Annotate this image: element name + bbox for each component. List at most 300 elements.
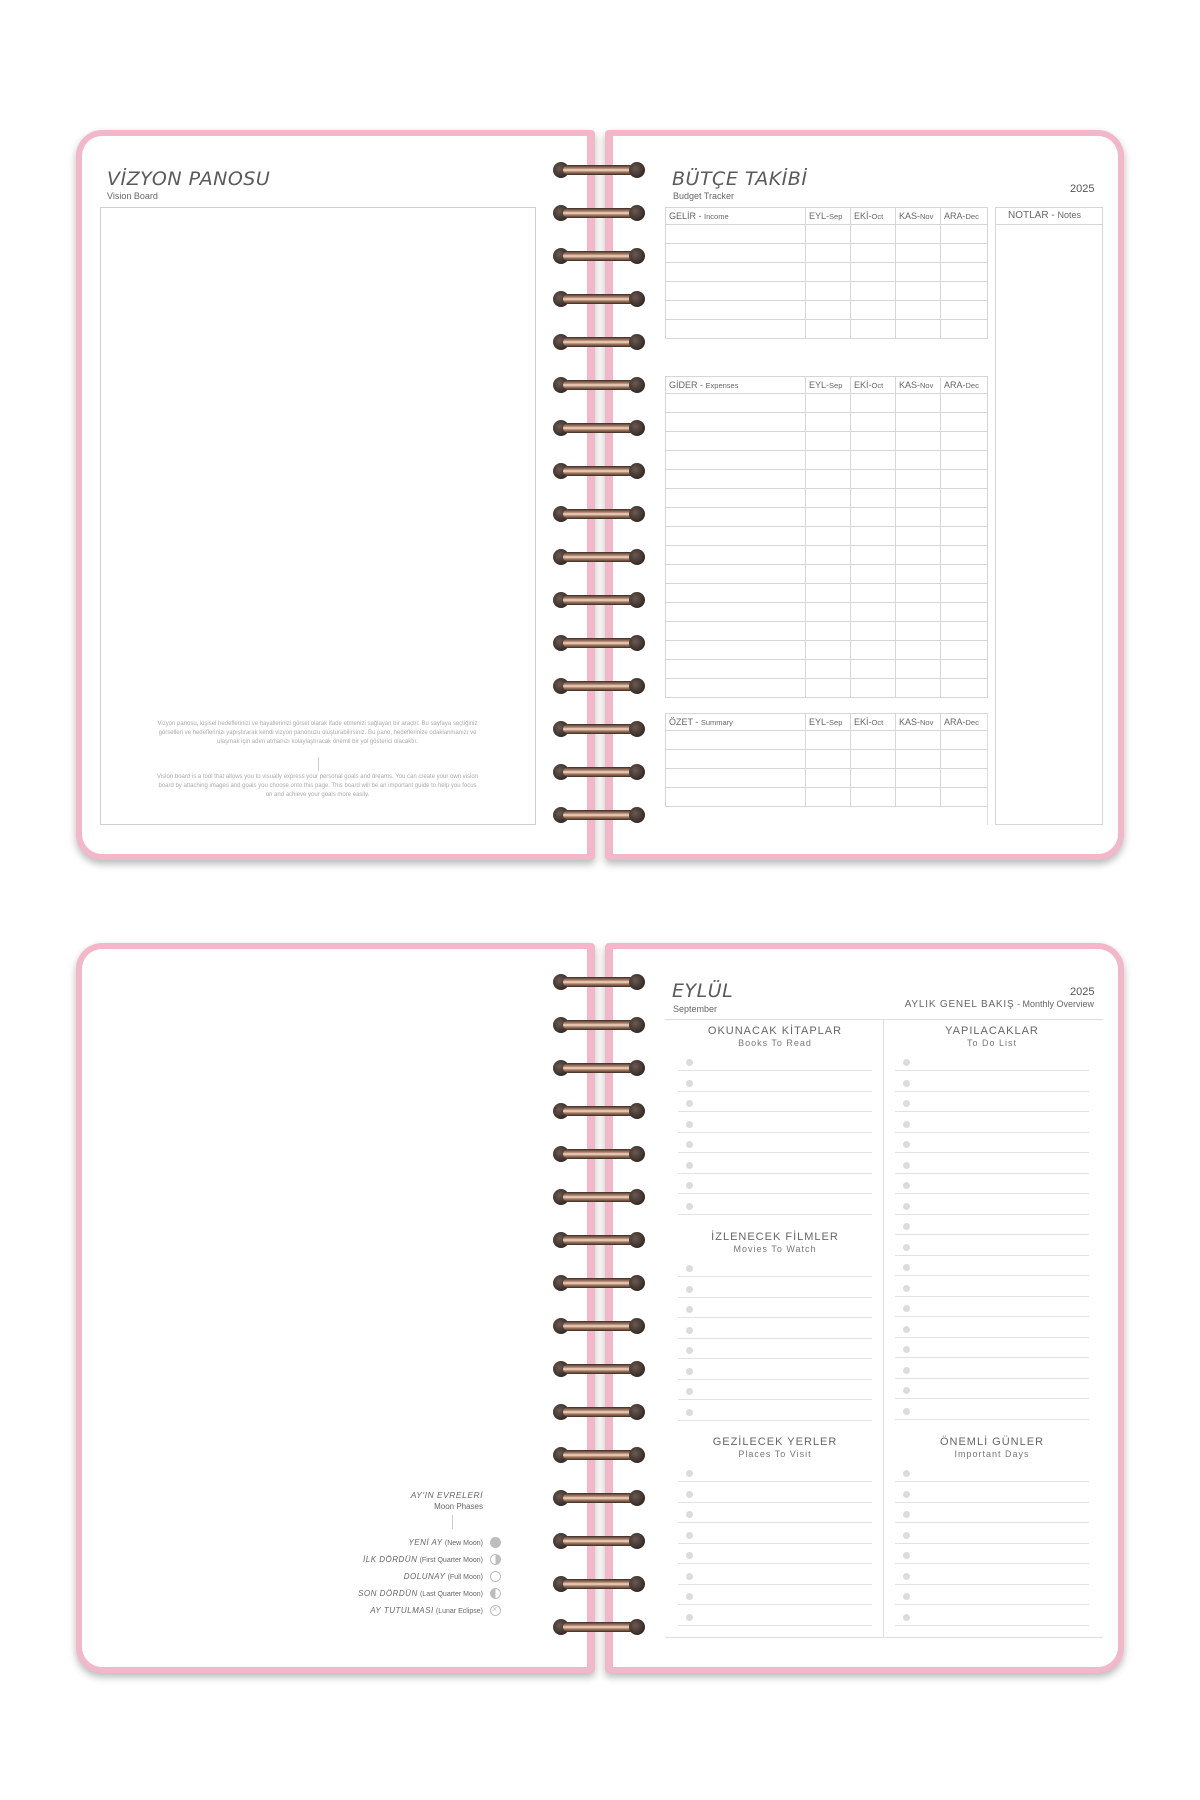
ring-wire — [563, 1020, 635, 1030]
overview-center-rule — [883, 1019, 884, 1637]
ring-hole — [629, 764, 645, 780]
list-item[interactable] — [678, 1483, 872, 1503]
bullet-icon — [686, 1182, 693, 1189]
list-item[interactable] — [678, 1585, 872, 1605]
table-cell[interactable] — [941, 244, 988, 263]
table-cell[interactable] — [941, 660, 988, 679]
overview-top-rule — [665, 1019, 1103, 1020]
table-cell[interactable] — [666, 320, 806, 339]
table-cell[interactable] — [896, 731, 941, 750]
bullet-icon — [903, 1141, 910, 1148]
table-row[interactable] — [666, 660, 988, 679]
ring-wire — [563, 1579, 635, 1589]
table-cell[interactable] — [851, 603, 896, 622]
section-title: YAPILACAKLAR — [945, 1025, 1039, 1037]
month-column-header: EYL-Sep — [806, 377, 851, 394]
table-cell[interactable] — [896, 451, 941, 470]
table-row[interactable] — [666, 584, 988, 603]
overview-label-en: Monthly Overview — [1022, 999, 1094, 1009]
bullet-icon — [686, 1347, 693, 1354]
table-cell[interactable] — [806, 489, 851, 508]
table-cell[interactable] — [941, 584, 988, 603]
list-item[interactable] — [678, 1257, 872, 1277]
month-label-tr: EYL — [809, 717, 827, 727]
spiral-ring — [553, 676, 645, 696]
table-cell[interactable] — [896, 244, 941, 263]
table-cell[interactable] — [941, 301, 988, 320]
table-cell[interactable] — [806, 603, 851, 622]
table-cell[interactable] — [941, 225, 988, 244]
bullet-icon — [686, 1388, 693, 1395]
table-row[interactable] — [666, 451, 988, 470]
table-cell[interactable] — [851, 788, 896, 807]
table-cell[interactable] — [851, 489, 896, 508]
table-cell[interactable] — [666, 622, 806, 641]
table-cell[interactable] — [896, 413, 941, 432]
table-cell[interactable] — [806, 788, 851, 807]
list-item[interactable] — [678, 1195, 872, 1215]
notes-box[interactable] — [995, 207, 1103, 825]
list-item[interactable] — [895, 1503, 1089, 1523]
table-cell[interactable] — [851, 731, 896, 750]
table-cell[interactable] — [666, 394, 806, 413]
table-row[interactable] — [666, 527, 988, 546]
spiral-ring — [553, 418, 645, 438]
table-cell[interactable] — [666, 679, 806, 698]
table-cell[interactable] — [896, 320, 941, 339]
table-cell[interactable] — [941, 546, 988, 565]
table-row[interactable] — [666, 282, 988, 301]
table-row[interactable] — [666, 470, 988, 489]
list-item[interactable] — [895, 1524, 1089, 1544]
list-item[interactable] — [895, 1318, 1089, 1338]
list-item[interactable] — [895, 1215, 1089, 1235]
list-item[interactable] — [895, 1338, 1089, 1358]
table-cell[interactable] — [851, 320, 896, 339]
list-item[interactable] — [678, 1380, 872, 1400]
table-cell[interactable] — [851, 451, 896, 470]
table-cell[interactable] — [896, 603, 941, 622]
list-item[interactable] — [895, 1154, 1089, 1174]
spiral-ring — [553, 1402, 645, 1422]
table-cell[interactable] — [806, 731, 851, 750]
table-cell[interactable] — [896, 432, 941, 451]
table-row[interactable] — [666, 301, 988, 320]
moon-phase-item — [260, 1555, 483, 1564]
table-cell[interactable] — [851, 470, 896, 489]
ring-wire — [563, 595, 635, 605]
bullet-icon — [686, 1265, 693, 1272]
list-item[interactable] — [678, 1319, 872, 1339]
table-cell[interactable] — [941, 565, 988, 584]
spiral-ring — [553, 1488, 645, 1508]
table-cell[interactable] — [851, 584, 896, 603]
ring-wire — [563, 977, 635, 987]
table-cell[interactable] — [896, 301, 941, 320]
section-label-tr: GELİR — [669, 211, 697, 221]
list-item[interactable] — [678, 1174, 872, 1194]
ring-wire — [563, 165, 635, 175]
table-cell[interactable] — [941, 320, 988, 339]
list-item[interactable] — [895, 1133, 1089, 1153]
bullet-icon — [903, 1408, 910, 1415]
table-cell[interactable] — [851, 769, 896, 788]
moon-phase-item — [260, 1538, 483, 1547]
list-item[interactable] — [895, 1051, 1089, 1071]
table-row[interactable] — [666, 489, 988, 508]
month-column-header: KAS-Nov — [896, 377, 941, 394]
list-item[interactable] — [678, 1092, 872, 1112]
section-subtitle: Places To Visit — [738, 1449, 812, 1459]
notes-label-en: Notes — [1057, 210, 1081, 220]
list-item[interactable] — [678, 1113, 872, 1133]
ring-hole — [629, 1490, 645, 1506]
table-cell[interactable] — [806, 320, 851, 339]
ring-hole — [629, 420, 645, 436]
list-item[interactable] — [895, 1072, 1089, 1092]
table-row[interactable] — [666, 788, 988, 807]
table-cell[interactable] — [806, 470, 851, 489]
list-item[interactable] — [895, 1256, 1089, 1276]
table-cell[interactable] — [666, 603, 806, 622]
ring-hole — [629, 377, 645, 393]
table-cell[interactable] — [851, 301, 896, 320]
table-cell[interactable] — [806, 565, 851, 584]
list-item[interactable] — [678, 1072, 872, 1092]
table-cell[interactable] — [941, 263, 988, 282]
month-label-en: Dec — [965, 718, 979, 727]
table-cell[interactable] — [851, 225, 896, 244]
ring-hole — [629, 1404, 645, 1420]
table-cell[interactable] — [806, 282, 851, 301]
ring-hole — [629, 1275, 645, 1291]
list-item[interactable] — [895, 1195, 1089, 1215]
table-cell[interactable] — [806, 584, 851, 603]
bullet-icon — [903, 1532, 910, 1539]
table-row[interactable] — [666, 413, 988, 432]
spiral-ring — [553, 590, 645, 610]
list-item[interactable] — [678, 1401, 872, 1421]
table-row[interactable] — [666, 394, 988, 413]
table-cell[interactable] — [941, 750, 988, 769]
table-cell[interactable] — [806, 244, 851, 263]
table-cell[interactable] — [666, 225, 806, 244]
table-cell[interactable] — [851, 263, 896, 282]
spiral-ring — [553, 1445, 645, 1465]
table-cell[interactable] — [806, 660, 851, 679]
month-label-en: Dec — [965, 212, 979, 221]
table-cell[interactable] — [666, 731, 806, 750]
list-item[interactable] — [895, 1236, 1089, 1256]
table-cell[interactable] — [896, 394, 941, 413]
table-cell[interactable] — [941, 508, 988, 527]
table-header-row — [666, 714, 988, 731]
table-cell[interactable] — [666, 413, 806, 432]
table-cell[interactable] — [806, 413, 851, 432]
table-cell[interactable] — [896, 263, 941, 282]
list-item[interactable] — [678, 1298, 872, 1318]
section-label-en: Expenses — [705, 381, 739, 390]
budget-title: BÜTÇE TAKİBİ — [672, 168, 808, 190]
list-item[interactable] — [678, 1544, 872, 1564]
table-cell[interactable] — [666, 282, 806, 301]
table-cell[interactable] — [806, 225, 851, 244]
table-cell[interactable] — [896, 508, 941, 527]
list-item[interactable] — [678, 1339, 872, 1359]
table-cell[interactable] — [941, 413, 988, 432]
list-item[interactable] — [678, 1154, 872, 1174]
table-cell[interactable] — [941, 769, 988, 788]
month-label-tr: KAS — [899, 717, 918, 727]
bullet-icon — [903, 1059, 910, 1066]
table-cell[interactable] — [896, 788, 941, 807]
bullet-icon — [686, 1409, 693, 1416]
table-cell[interactable] — [666, 527, 806, 546]
table-cell[interactable] — [806, 622, 851, 641]
ring-hole — [629, 1103, 645, 1119]
table-row[interactable] — [666, 641, 988, 660]
table-row[interactable] — [666, 622, 988, 641]
table-row[interactable] — [666, 603, 988, 622]
table-cell[interactable] — [896, 489, 941, 508]
bullet-icon — [903, 1593, 910, 1600]
table-cell[interactable] — [941, 641, 988, 660]
table-cell[interactable] — [896, 622, 941, 641]
table-cell[interactable] — [941, 679, 988, 698]
table-cell[interactable] — [806, 750, 851, 769]
month-label-en: Nov — [920, 212, 934, 221]
list-item[interactable] — [895, 1483, 1089, 1503]
table-cell[interactable] — [851, 432, 896, 451]
table-row[interactable] — [666, 320, 988, 339]
table-cell[interactable] — [941, 489, 988, 508]
table-cell[interactable] — [896, 584, 941, 603]
table-cell[interactable] — [896, 546, 941, 565]
list-item[interactable] — [895, 1359, 1089, 1379]
table-row[interactable] — [666, 244, 988, 263]
month-label-tr: ARA — [944, 380, 963, 390]
bullet-icon — [903, 1244, 910, 1251]
table-cell[interactable] — [806, 451, 851, 470]
list-item[interactable] — [678, 1462, 872, 1482]
list-item[interactable] — [895, 1092, 1089, 1112]
table-cell[interactable] — [851, 660, 896, 679]
table-cell[interactable] — [896, 679, 941, 698]
month-label-tr: EKİ — [854, 211, 869, 221]
month-label-tr: EKİ — [854, 380, 869, 390]
table-cell[interactable] — [806, 679, 851, 698]
bullet-icon — [903, 1285, 910, 1292]
table-cell[interactable] — [851, 641, 896, 660]
overview-bottom-rule — [665, 1637, 1103, 1638]
table-cell[interactable] — [941, 527, 988, 546]
section-title: GEZİLECEK YERLER — [712, 1436, 838, 1448]
ring-wire — [563, 423, 635, 433]
table-cell[interactable] — [851, 622, 896, 641]
list-item[interactable] — [678, 1133, 872, 1153]
list-item[interactable] — [895, 1400, 1089, 1420]
table-cell[interactable] — [941, 432, 988, 451]
table-section-label: ÖZET - Summary — [666, 714, 806, 731]
table-row[interactable] — [666, 565, 988, 584]
table-cell[interactable] — [941, 788, 988, 807]
table-cell[interactable] — [941, 470, 988, 489]
vision-title: VİZYON PANOSU — [107, 168, 271, 190]
list-item[interactable] — [895, 1174, 1089, 1194]
table-cell[interactable] — [666, 451, 806, 470]
table-cell[interactable] — [666, 584, 806, 603]
ring-wire — [563, 1364, 635, 1374]
list-item[interactable] — [895, 1544, 1089, 1564]
month-column-header: EYL-Sep — [806, 714, 851, 731]
moon-phase-tr: İLK DÖRDÜN — [363, 1555, 418, 1564]
table-cell[interactable] — [896, 565, 941, 584]
table-row[interactable] — [666, 679, 988, 698]
table-cell[interactable] — [666, 546, 806, 565]
list-item[interactable] — [895, 1277, 1089, 1297]
table-cell[interactable] — [896, 527, 941, 546]
list-item[interactable] — [678, 1051, 872, 1071]
list-item[interactable] — [895, 1297, 1089, 1317]
table-cell[interactable] — [666, 508, 806, 527]
list-item[interactable] — [678, 1278, 872, 1298]
table-cell[interactable] — [851, 508, 896, 527]
spiral-ring — [553, 1058, 645, 1078]
table-cell[interactable] — [851, 282, 896, 301]
list-item[interactable] — [895, 1379, 1089, 1399]
month-column-header: ARA-Dec — [941, 714, 988, 731]
list-item[interactable] — [895, 1113, 1089, 1133]
month-label-en: Dec — [965, 381, 979, 390]
budget-year: 2025 — [1070, 183, 1095, 195]
table-cell[interactable] — [941, 603, 988, 622]
list-item[interactable] — [678, 1503, 872, 1523]
month-column-header: EYL-Sep — [806, 208, 851, 225]
table-cell[interactable] — [896, 660, 941, 679]
table-cell[interactable] — [806, 432, 851, 451]
list-item[interactable] — [895, 1606, 1089, 1626]
moon-divider — [452, 1515, 453, 1529]
bullet-icon — [686, 1162, 693, 1169]
ring-hole — [629, 974, 645, 990]
list-item[interactable] — [678, 1524, 872, 1544]
overview-label-tr: AYLIK GENEL BAKIŞ — [904, 999, 1015, 1010]
bullet-icon — [903, 1511, 910, 1518]
table-row[interactable] — [666, 769, 988, 788]
table-row[interactable] — [666, 546, 988, 565]
table-cell[interactable] — [896, 282, 941, 301]
budget-subtitle: Budget Tracker — [673, 191, 735, 201]
table-cell[interactable] — [896, 641, 941, 660]
list-item[interactable] — [895, 1462, 1089, 1482]
table-cell[interactable] — [666, 660, 806, 679]
table-cell[interactable] — [896, 769, 941, 788]
bullet-icon — [903, 1080, 910, 1087]
table-cell[interactable] — [851, 546, 896, 565]
table-cell[interactable] — [806, 301, 851, 320]
table-cell[interactable] — [666, 432, 806, 451]
table-cell[interactable] — [666, 769, 806, 788]
table-cell[interactable] — [666, 470, 806, 489]
table-cell[interactable] — [806, 641, 851, 660]
table-cell[interactable] — [666, 641, 806, 660]
table-cell[interactable] — [851, 527, 896, 546]
table-cell[interactable] — [941, 394, 988, 413]
table-cell[interactable] — [941, 622, 988, 641]
section-label-en: Summary — [700, 718, 733, 727]
table-row[interactable] — [666, 432, 988, 451]
table-cell[interactable] — [896, 750, 941, 769]
bullet-icon — [686, 1368, 693, 1375]
table-cell[interactable] — [666, 301, 806, 320]
table-row[interactable] — [666, 508, 988, 527]
table-cell[interactable] — [806, 394, 851, 413]
list-item[interactable] — [678, 1565, 872, 1585]
list-item[interactable] — [678, 1360, 872, 1380]
table-cell[interactable] — [851, 750, 896, 769]
table-row[interactable] — [666, 263, 988, 282]
table-row[interactable] — [666, 225, 988, 244]
table-cell[interactable] — [666, 244, 806, 263]
table-cell[interactable] — [666, 489, 806, 508]
table-cell[interactable] — [666, 788, 806, 807]
section-label-tr: ÖZET — [669, 717, 693, 727]
table-cell[interactable] — [896, 470, 941, 489]
table-row[interactable] — [666, 731, 988, 750]
table-cell[interactable] — [666, 750, 806, 769]
list-item[interactable] — [895, 1565, 1089, 1585]
spiral-ring — [553, 160, 645, 180]
bullet-icon — [686, 1286, 693, 1293]
spiral-binding-bottom — [553, 972, 645, 1652]
vision-subtitle: Vision Board — [107, 191, 158, 201]
ring-wire — [563, 1278, 635, 1288]
table-cell[interactable] — [851, 244, 896, 263]
ring-wire — [563, 466, 635, 476]
table-cell[interactable] — [851, 413, 896, 432]
table-cell[interactable] — [806, 263, 851, 282]
table-cell[interactable] — [666, 565, 806, 584]
table-cell[interactable] — [941, 451, 988, 470]
ring-hole — [629, 721, 645, 737]
table-cell[interactable] — [851, 394, 896, 413]
table-cell[interactable] — [666, 263, 806, 282]
bullet-icon — [903, 1614, 910, 1621]
spiral-ring — [553, 633, 645, 653]
table-cell[interactable] — [896, 225, 941, 244]
table-cell[interactable] — [851, 565, 896, 584]
bullet-icon — [686, 1573, 693, 1580]
table-cell[interactable] — [806, 546, 851, 565]
table-cell[interactable] — [941, 282, 988, 301]
list-item[interactable] — [895, 1585, 1089, 1605]
table-cell[interactable] — [851, 679, 896, 698]
table-cell[interactable] — [941, 731, 988, 750]
moon-phase-tr: AY TUTULMASI — [370, 1606, 434, 1615]
bullet-icon — [686, 1491, 693, 1498]
notes-header — [996, 208, 1102, 225]
spiral-ring — [553, 972, 645, 992]
bullet-icon — [903, 1387, 910, 1394]
ring-hole — [629, 1146, 645, 1162]
bullet-icon — [903, 1203, 910, 1210]
table-cell[interactable] — [806, 527, 851, 546]
table-cell[interactable] — [806, 769, 851, 788]
list-item[interactable] — [678, 1606, 872, 1626]
table-row[interactable] — [666, 750, 988, 769]
spiral-binding-top — [553, 160, 645, 840]
table-cell[interactable] — [806, 508, 851, 527]
